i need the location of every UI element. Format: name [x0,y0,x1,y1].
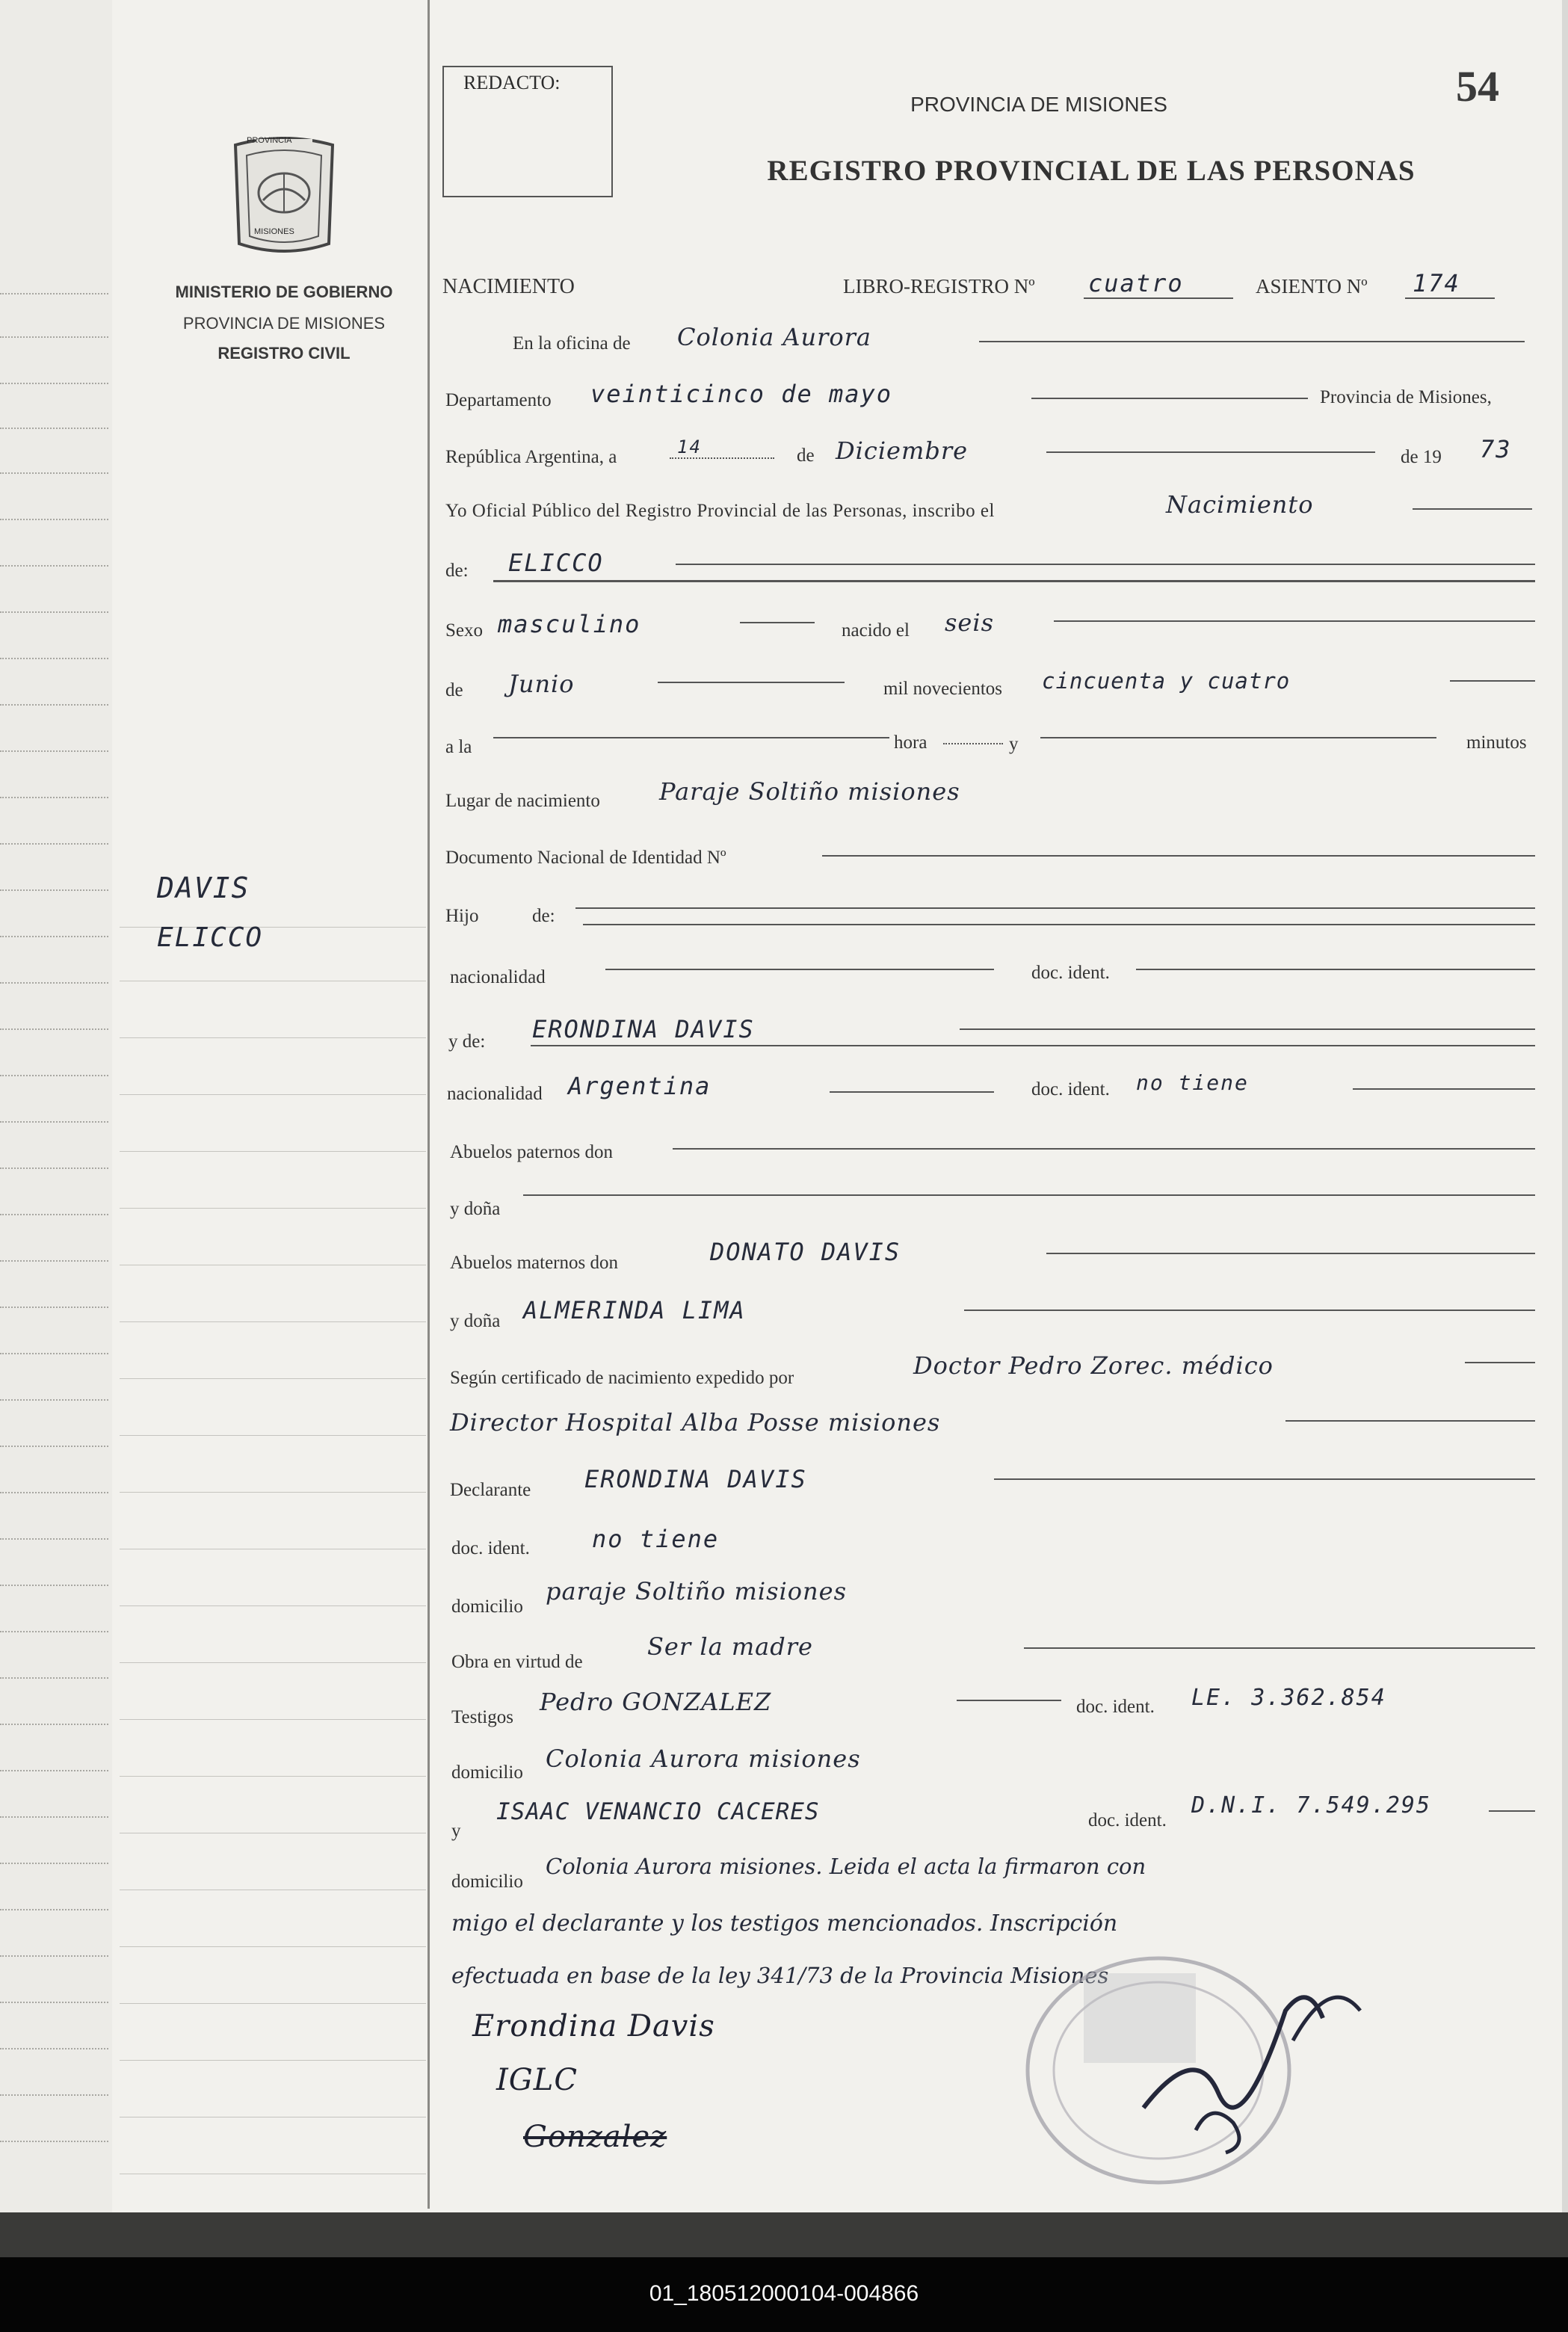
nacionalidad-madre-value: Argentina [568,1072,712,1100]
abuela-materna-line [964,1310,1535,1311]
doc-ident-madre-value: no tiene [1136,1070,1249,1095]
nombre-value: ELICCO [508,549,604,577]
hijo-line-2 [583,924,1535,925]
asiento-label: ASIENTO Nº [1256,275,1368,297]
official-stamp-icon [972,1928,1390,2197]
testigo1-value: Pedro GONZALEZ [540,1688,772,1716]
domicilio-testigo2-label: domicilio [451,1872,523,1892]
hijo-de-label: de: [532,906,555,926]
nacionalidad-madre-label: nacionalidad [447,1084,543,1104]
certificado-value-2: Director Hospital Alba Posse misiones [450,1408,941,1437]
photo-bottom-edge [0,2212,1568,2257]
firma-declarante: Erondina Davis [472,2009,715,2043]
abuela-paterna-label: y doña [450,1199,501,1219]
departamento-value: veinticinco de mayo [590,380,893,408]
abuelos-maternos-label: Abuelos maternos don [450,1253,618,1273]
redacto-label: REDACTO: [463,72,561,93]
nacionalidad-label: nacionalidad [450,967,546,987]
firma-testigo-2: Gonzalez [523,2120,667,2154]
anio-value: 73 [1480,435,1512,463]
fecha-de-label: de [797,445,815,466]
ministry-registry: REGISTRO CIVIL [217,344,351,363]
domicilio-label: domicilio [451,1597,523,1617]
doc-ident-madre-label: doc. ident. [1031,1079,1110,1099]
mes-value: Diciembre [836,437,969,465]
madre-line-2 [531,1045,1535,1046]
oficial-line [1413,508,1532,510]
testigo2-doc-label: doc. ident. [1088,1810,1167,1830]
domicilio-testigo2-value: Colonia Aurora misiones. Leida el acta la firmaron con [546,1854,1146,1879]
margin-divider [428,0,430,2209]
certificado-label: Según certificado de nacimiento expedido por [450,1368,794,1388]
nota-line-2: efectuada en base de la ley 341/73 de la Provincia Misiones [451,1963,1109,1988]
departamento-line [1031,398,1308,399]
abuelo-materno-line [1046,1253,1535,1254]
abuela-materna-value: ALMERINDA LIMA [523,1296,746,1324]
firma-testigo-1: IGLC [496,2063,578,2097]
mes-nac-line [658,682,845,683]
oficina-value: Colonia Aurora [677,323,871,351]
minutos-line [1040,737,1436,738]
a-la-line [493,737,889,738]
testigo2-doc-value: D.N.I. 7.549.295 [1191,1792,1431,1819]
testigo1-doc-value: LE. 3.362.854 [1191,1685,1386,1711]
sexo-line [740,622,815,623]
nacido-line [1054,620,1535,622]
seal-label-bottom: MISIONES [254,227,294,236]
lugar-label: Lugar de nacimiento [445,791,600,811]
province-heading: PROVINCIA DE MISIONES [910,93,1167,116]
abuelos-paternos-label: Abuelos paternos don [450,1142,614,1162]
mes-line [1046,451,1375,453]
departamento-label: Departamento [445,390,552,410]
nombre-line-1 [676,564,1535,565]
provincia-suffix: Provincia de Misiones, [1320,387,1492,407]
sexo-value: masculino [498,610,641,638]
asiento-value: 174 [1413,269,1460,297]
y-label: y [1009,734,1019,754]
anio-prefix: de 19 [1401,447,1442,467]
documento-line [822,855,1535,857]
mil-value: cincuenta y cuatro [1042,668,1291,694]
testigo1-doc-label: doc. ident. [1076,1697,1155,1717]
oficial-label: Yo Oficial Público del Registro Provincial de las Personas, inscribo el [445,501,995,521]
certificado-line [1465,1362,1535,1363]
page-number: 54 [1456,62,1499,111]
nombre-line-2 [493,580,1535,582]
doc-ident-madre-line [1353,1088,1535,1090]
abuela-paterna-line [523,1194,1535,1196]
obra-label: Obra en virtud de [451,1652,583,1672]
testigos-label: Testigos [451,1707,513,1727]
certificado-line-2 [1285,1420,1535,1422]
madre-line-1 [960,1028,1535,1030]
dia-line [670,457,774,459]
certificado-value: Doctor Pedro Zorec. médico [913,1351,1274,1380]
minutos-label: minutos [1466,732,1527,753]
libro-label: LIBRO-REGISTRO Nº [843,275,1035,297]
testigo2-line [1489,1810,1535,1812]
madre-value: ERONDINA DAVIS [532,1015,755,1043]
asiento-line [1405,297,1495,299]
mes-nac-label: de [445,680,463,700]
obra-line [1024,1647,1535,1649]
sexo-label: Sexo [445,620,483,641]
abuelo-materno-value: DONATO DAVIS [710,1238,901,1266]
abuela-materna-label: y doña [450,1311,501,1331]
doc-ident-line [1136,969,1535,970]
domicilio-testigo1-value: Colonia Aurora misiones [546,1745,861,1773]
hora-label: hora [894,732,927,753]
doc-ident-declarante-value: no tiene [592,1525,720,1553]
image-caption: 01_180512000104-004866 [649,2281,919,2306]
mil-line [1450,680,1535,682]
margin-surname: DAVIS [157,872,250,904]
libro-line [1084,297,1233,299]
hijo-line-1 [575,907,1535,909]
declarante-value: ERONDINA DAVIS [584,1465,807,1493]
oficina-line [979,341,1525,342]
madre-label: y de: [448,1031,486,1052]
declarante-line [994,1478,1535,1480]
mes-nac-value: Junio [508,670,575,698]
dia-value: 14 [677,437,702,457]
declarante-label: Declarante [450,1480,531,1500]
testigo2-prefix: y [451,1821,461,1841]
oficina-label: En la oficina de [513,333,631,354]
testigo2-value: ISAAC VENANCIO CACERES [496,1798,820,1825]
hijo-label: Hijo [445,906,479,926]
oficial-value: Nacimiento [1166,490,1314,519]
libro-value: cuatro [1088,269,1184,297]
domicilio-testigo1-label: domicilio [451,1762,523,1783]
testigo1-line [957,1700,1061,1701]
republica-label: República Argentina, a [445,447,617,467]
left-page-edge [0,0,114,2212]
seal-label-top: PROVINCIA [247,136,292,145]
nota-line-1: migo el declarante y los testigos mencionados. Inscripción [451,1910,1118,1937]
obra-value: Ser la madre [647,1632,813,1661]
nacionalidad-line [605,969,994,970]
nacido-label: nacido el [842,620,910,641]
hora-dots [943,743,1003,744]
mil-label: mil novecientos [883,679,1002,699]
ministry-title: MINISTERIO DE GOBIERNO [175,283,393,301]
doc-ident-declarante-label: doc. ident. [451,1538,530,1558]
margin-given-name: ELICCO [157,922,264,953]
doc-ident-label: doc. ident. [1031,963,1110,983]
a-la-label: a la [445,737,472,757]
ministry-province: PROVINCIA DE MISIONES [182,314,386,333]
nacido-value: seis [945,608,995,637]
lugar-value: Paraje Soltiño misiones [659,777,960,806]
nombre-label: de: [445,561,469,581]
record-type-label: NACIMIENTO [442,275,575,298]
abuelos-paternos-line [673,1148,1535,1150]
provincial-seal-icon [224,132,344,259]
documento-label: Documento Nacional de Identidad Nº [445,848,726,868]
domicilio-value: paraje Soltiño misiones [546,1577,847,1605]
nacionalidad-madre-line [830,1091,994,1093]
registry-heading: REGISTRO PROVINCIAL DE LAS PERSONAS [767,155,1416,187]
